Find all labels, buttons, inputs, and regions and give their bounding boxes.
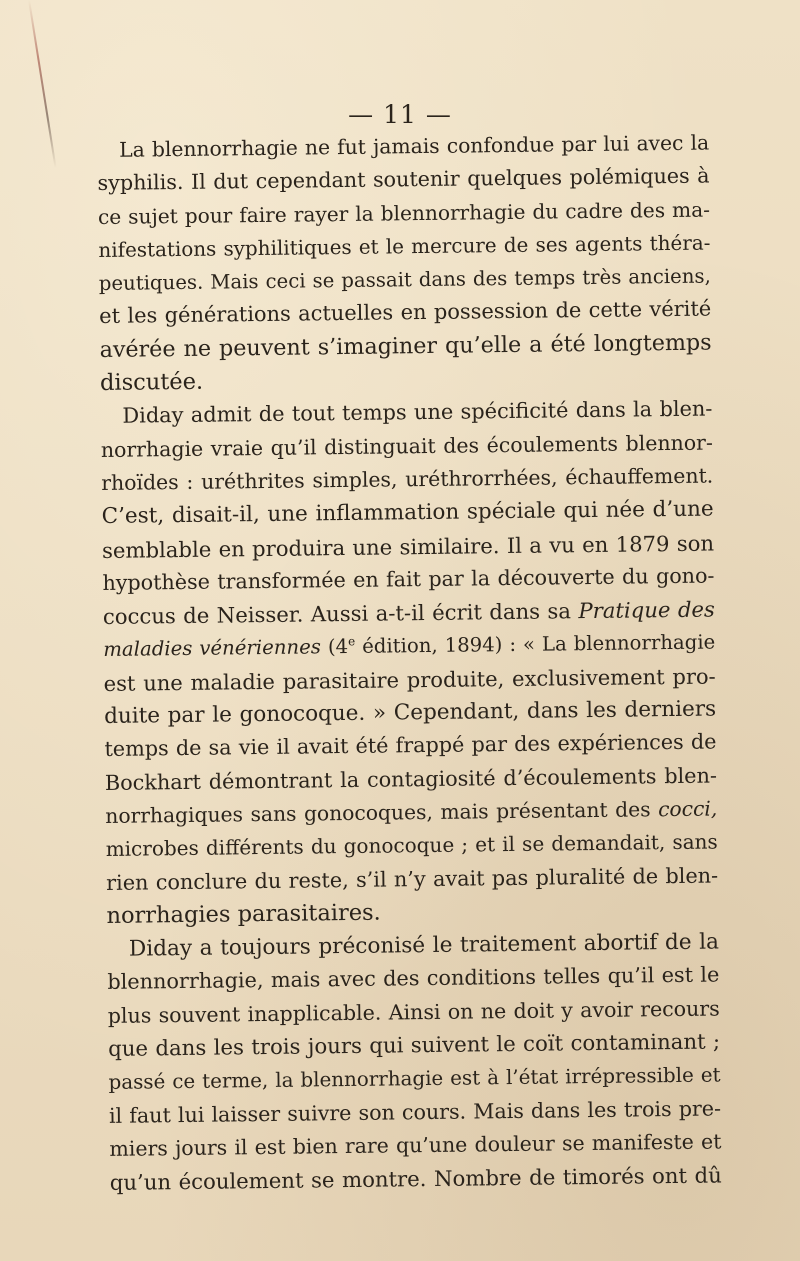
text-line: norrhagie vraie qu’il distinguait des écoulements blennor- — [100, 430, 713, 462]
book-title-italic: Pratique des — [578, 596, 715, 624]
text-line: microbes différents du gonocoque ; et il se demandait, sans — [105, 829, 718, 862]
page-number: — 11 — — [348, 100, 452, 129]
text-line: et les générations actuelles en possession de cette vérité — [99, 296, 712, 329]
text-segment: (4 — [327, 635, 349, 659]
text-line: La blennorrhagie ne fut jamais confondue par lui avec la — [119, 130, 710, 162]
text-line: C’est, disait-il, une inflammation spéciale qui née d’une — [101, 496, 714, 530]
text-line: syphilis. Il dut cependant soutenir quelques polémiques à — [97, 163, 710, 196]
text-line: est une maladie parasitaire produite, exclusivement pro- — [103, 663, 716, 696]
text-line: miers jours il est bien rare qu’une douleur se manifeste et — [109, 1129, 722, 1161]
text-line: avérée ne peuvent s’imaginer qu’elle a été longtemps — [99, 329, 712, 363]
text-line: semblable en produira une similaire. Il a vu en 1879 son — [101, 530, 715, 563]
text-segment: norrhagiques sans gonocoques, mais présentant des — [105, 797, 651, 828]
text-line: qu’un écoulement se montre. Nombre de timorés ont dû — [109, 1162, 722, 1196]
text-line: rien conclure du reste, s’il n’y avait pas pluralité de blen- — [105, 862, 719, 895]
text-line: Diday admit de tout temps une spécificité dans la blen- — [122, 396, 713, 429]
text-line: discutée. — [99, 368, 204, 397]
text-line: ce sujet pour faire rayer la blennorrhagie du cadre des ma- — [97, 197, 711, 229]
book-title-italic: maladies vénériennes — [103, 635, 322, 662]
text-line: duite par le gonocoque. » Cependant, dans les derniers — [103, 696, 717, 730]
text-segment: coccus de Neisser. Aussi a-t-il écrit dans sa — [102, 598, 572, 630]
text-line: nifestations syphilitiques et le mercure de ses agents théra- — [98, 231, 711, 262]
latin-term-italic: cocci, — [657, 796, 718, 822]
text-line: peutiques. Mais ceci se passait dans des temps très anciens, — [98, 264, 711, 296]
page-edge-mark — [28, 0, 57, 168]
body-text — [97, 127, 722, 1200]
superscript: e — [347, 634, 356, 649]
text-line: rhoïdes : uréthrites simples, uréthrorrhées, échauffement. — [101, 463, 714, 495]
text-segment: édition, 1894) : « La blennorrhagie — [362, 630, 716, 659]
text-line: hypothèse transformée en fait par la découverte du gono- — [102, 563, 715, 595]
text-line: que dans les trois jours qui suivent le coït contaminant ; — [108, 1029, 721, 1062]
text-line: plus souvent inapplicable. Ainsi on ne doit y avoir recours — [107, 996, 720, 1028]
text-line: temps de sa vie il avait été frappé par des expériences de — [104, 729, 717, 762]
text-line: norrhagies parasitaires. — [106, 899, 381, 929]
text-line: Diday a toujours préconisé le traitement abortif de la — [128, 929, 720, 962]
text-line: passé ce terme, la blennorrhagie est à l’état irrépressible et — [108, 1063, 721, 1095]
text-line: Bockhart démontrant la contagiosité d’écoulements blen- — [104, 763, 718, 795]
text-line: blennorrhagie, mais avec des conditions telles qu’il est le — [107, 962, 720, 995]
text-line: il faut lui laisser suivre son cours. Mais dans les trois pre- — [108, 1096, 722, 1128]
